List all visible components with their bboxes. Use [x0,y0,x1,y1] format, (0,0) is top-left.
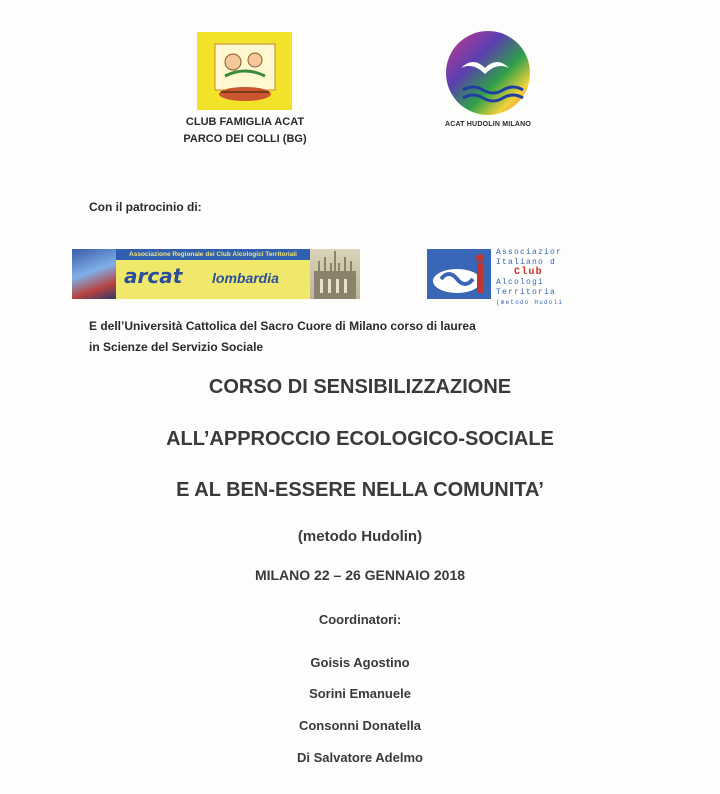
arcat-lombardia-banner [72,249,360,299]
aicat-line-4: Alcologi [496,278,545,287]
arcat-brand: arcat [124,264,183,288]
course-method: (metodo Hudolin) [297,528,423,545]
university-line-2: in Scienze del Servizio Sociale [89,340,264,354]
coordinator-name: Consonni Donatella [298,718,422,733]
patronage-label: Con il patrocinio di: [89,200,202,214]
club-location: PARCO DEI COLLI (BG) [183,133,307,145]
aicat-logo [427,249,491,299]
coordinators-label: Coordinatori: [318,612,402,627]
university-line-1: E dell’Università Cattolica del Sacro Cuore di Milano corso di laurea [89,319,476,333]
club-name: CLUB FAMIGLIA ACAT [185,116,305,128]
course-title-line-1: CORSO DI SENSIBILIZZAZIONE [208,376,512,398]
arcat-photo-left [72,249,116,299]
club-famiglia-caption [160,114,330,148]
acat-hudolin-caption: ACAT HUDOLIN MILANO [444,121,532,128]
coordinator-name: Goisis Agostino [310,655,410,670]
aicat-line-6: (metodo Hudoli [496,299,564,306]
course-date: MILANO 22 – 26 GENNAIO 2018 [254,567,466,583]
aicat-mark-icon [427,249,491,299]
club-famiglia-logo [197,32,292,110]
arcat-region: lombardia [212,270,279,286]
course-title-line-2: ALL’APPROCCIO ECOLOGICO-SOCIALE [166,428,554,450]
aicat-line-2: Italiano d [496,258,557,267]
university-note [89,316,649,358]
acat-hudolin-logo [443,28,533,118]
aicat-line-1: Associazior [496,248,563,257]
course-title-line-3: E AL BEN-ESSERE NELLA COMUNITA’ [176,479,544,501]
aicat-caption [496,248,574,308]
arcat-band-text: Associazione Regionale dei Club Alcologici Territoriali [116,249,310,260]
coordinator-name: Sorini Emanuele [309,686,411,701]
coordinator-name: Di Salvatore Adelmo [297,750,423,765]
aicat-line-3: Club [514,267,543,278]
aicat-line-5: Territoria [496,288,557,297]
family-drawing-icon [205,36,285,106]
cathedral-icon [310,249,360,299]
duomo-image [310,249,360,299]
